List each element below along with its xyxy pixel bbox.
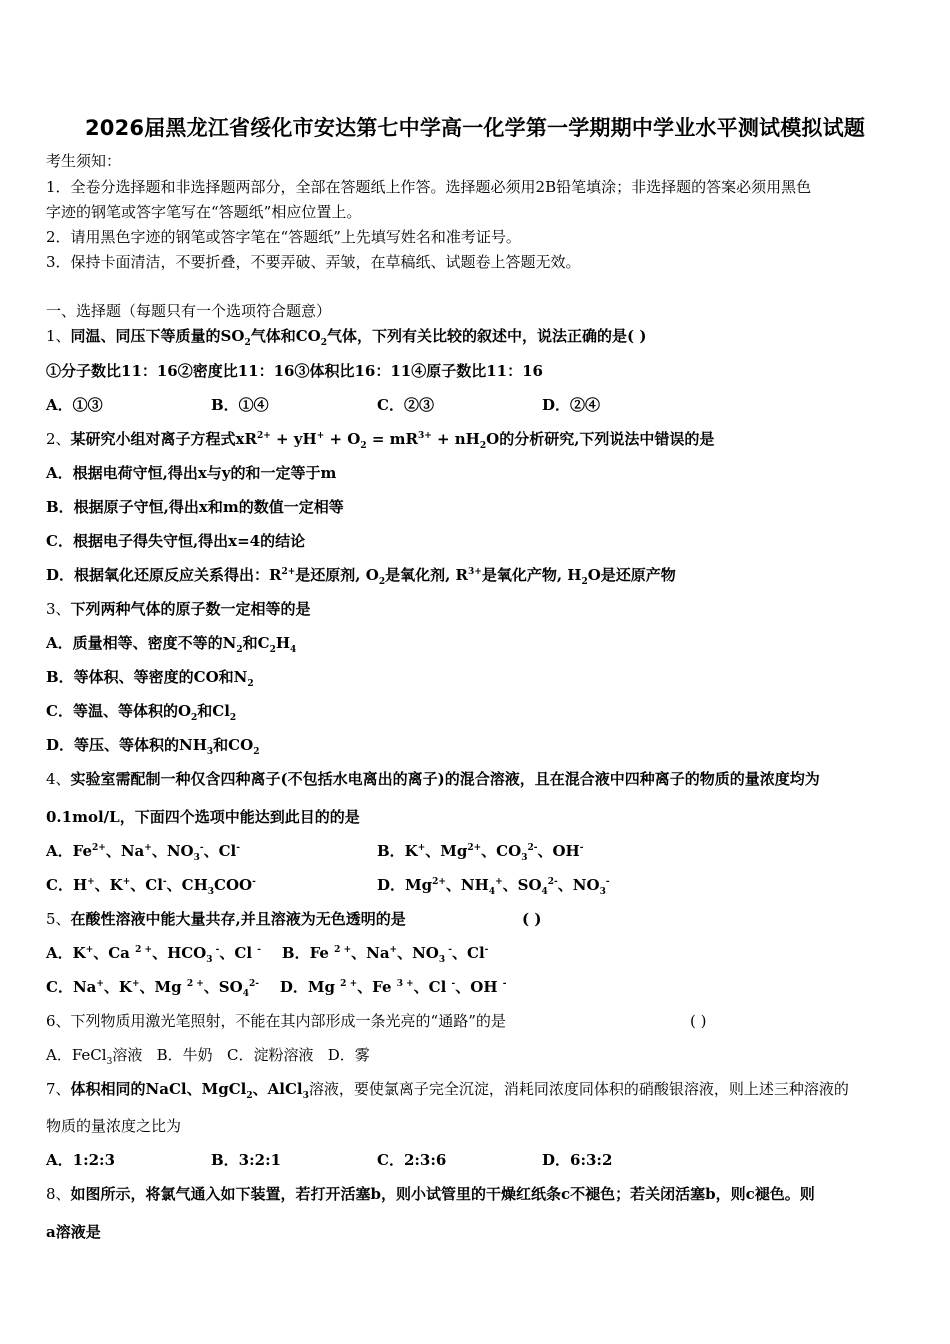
q6-options: A．FeCl$_3$溶液 B．牛奶 C．淀粉溶液 D．雾 [46, 1046, 370, 1067]
notice-item: 2．请用黑色字迹的钢笔或答字笔在“答题纸”上先填写姓名和准考证号。 [46, 228, 521, 246]
q3-option-a: A．质量相等、密度不等的$N_2$和$C_2H_4$ [46, 634, 297, 655]
notice-item: 1．全卷分选择题和非选择题两部分，全部在答题纸上作答。选择题必须用2B铅笔填涂；非选择题的答案必须用黑色 [46, 178, 812, 196]
section-heading: 一、选择题（每题只有一个选项符合题意） [46, 302, 332, 320]
q4-option-a: A．$Fe^{2+}$、Na+、$NO_3^-$、Cl- [46, 842, 240, 863]
q4-option-d: D．$Mg^{2+}$、$NH_4^+$、$SO_4^{2-}$、$NO_3^-$ [377, 876, 610, 897]
question-3-stem: 3、下列两种气体的原子数一定相等的是 [46, 600, 311, 618]
question-8-stem-cont: a溶液是 [46, 1223, 101, 1241]
q5-options-ab: A．K+、Ca $^{2 +}$、$HCO_3$ -、Cl - B．Fe $^{2 +}$、Na+、$NO_3$ -、Cl- [46, 944, 489, 965]
notice-heading: 考生须知： [46, 152, 122, 170]
q4-option-c: C．H+、K+、Cl-、$CH_3COO^-$ [46, 876, 256, 897]
q1-option-d: D．②④ [542, 396, 601, 414]
q2-option-b: B．根据原子守恒,得出x和m的数值一定相等 [46, 498, 344, 516]
question-4-stem-cont: 0.1mol/L，下面四个选项中能达到此目的的是 [46, 808, 360, 826]
question-5-stem: 5、在酸性溶液中能大量共存,并且溶液为无色透明的是 [46, 910, 406, 928]
q7-option-b: B．3:2:1 [211, 1151, 282, 1169]
q1-option-b: B．①④ [211, 396, 269, 414]
question-6-stem: 6、下列物质用激光笔照射，不能在其内部形成一条光亮的“通路”的是 [46, 1012, 506, 1030]
question-6-answer-paren: ( ) [690, 1012, 707, 1030]
q1-option-c: C．②③ [377, 396, 434, 414]
notice-item: 字迹的钢笔或答字笔写在“答题纸”相应位置上。 [46, 203, 362, 221]
q3-option-d: D．等压、等体积的$NH_3$和$CO_2$ [46, 736, 260, 757]
q1-option-a: A．①③ [46, 396, 103, 414]
q3-option-b: B．等体积、等密度的CO和$N_2$ [46, 668, 254, 689]
question-1-statements: ①分子数比11：16②密度比11：16③体积比16：11④原子数比11：16 [46, 362, 543, 380]
q2-option-d: D．根据氧化还原反应关系得出：$R^{2+}$是还原剂, $O_2$是氧化剂, $R^{3+}$是氧化产物, $H_2O$是还原产物 [46, 566, 676, 587]
q2-option-c: C．根据电子得失守恒,得出x=4的结论 [46, 532, 306, 550]
question-1-stem: 1、同温、同压下等质量的$SO_2$气体和$CO_2$气体，下列有关比较的叙述中，说法正确的是( ) [46, 327, 647, 348]
q7-option-c: C．2:3:6 [377, 1151, 447, 1169]
notice-item: 3．保持卡面清洁，不要折叠，不要弄破、弄皱，在草稿纸、试题卷上答题无效。 [46, 253, 581, 271]
q7-option-d: D．6:3:2 [542, 1151, 613, 1169]
q4-option-b: B．K+、$Mg^{2+}$、$CO_3^{2-}$、OH- [377, 842, 584, 863]
question-7-stem-cont: 物质的量浓度之比为 [46, 1117, 182, 1135]
page-title: 2026届黑龙江省绥化市安达第七中学高一化学第一学期期中学业水平测试模拟试题 [84, 116, 866, 140]
q5-options-cd: C．Na+、K+、Mg $^{2 +}$、$SO_4^{2-}$ D．Mg $^{2 +}$、Fe $^{3 +}$、Cl -、OH - [46, 978, 507, 999]
q2-option-a: A．根据电荷守恒,得出x与y的和一定等于m [46, 464, 337, 482]
question-8-stem: 8、如图所示，将氯气通入如下装置，若打开活塞b，则小试管里的干燥红纸条c不褪色；若关闭活塞b，则c褪色。则 [46, 1185, 815, 1203]
question-4-stem: 4、实验室需配制一种仅含四种离子(不包括水电离出的离子)的混合溶液，且在混合液中四种离子的物质的量浓度均为 [46, 770, 820, 788]
q7-option-a: A．1:2:3 [46, 1151, 116, 1169]
q3-option-c: C．等温、等体积的$O_2$和$Cl_2$ [46, 702, 237, 723]
question-2-stem: 2、某研究小组对离子方程式$xR^{2+} + yH^+ + O_2 = mR^{3+} + nH_2O$的分析研究,下列说法中错误的是 [46, 430, 715, 451]
question-5-answer-paren: ( ) [522, 910, 542, 928]
question-7-stem: 7、体积相同的NaCl、MgCl$_2$、AlCl$_3$溶液，要使氯离子完全沉淀，消耗同浓度同体积的硝酸银溶液，则上述三种溶液的 [46, 1080, 849, 1101]
